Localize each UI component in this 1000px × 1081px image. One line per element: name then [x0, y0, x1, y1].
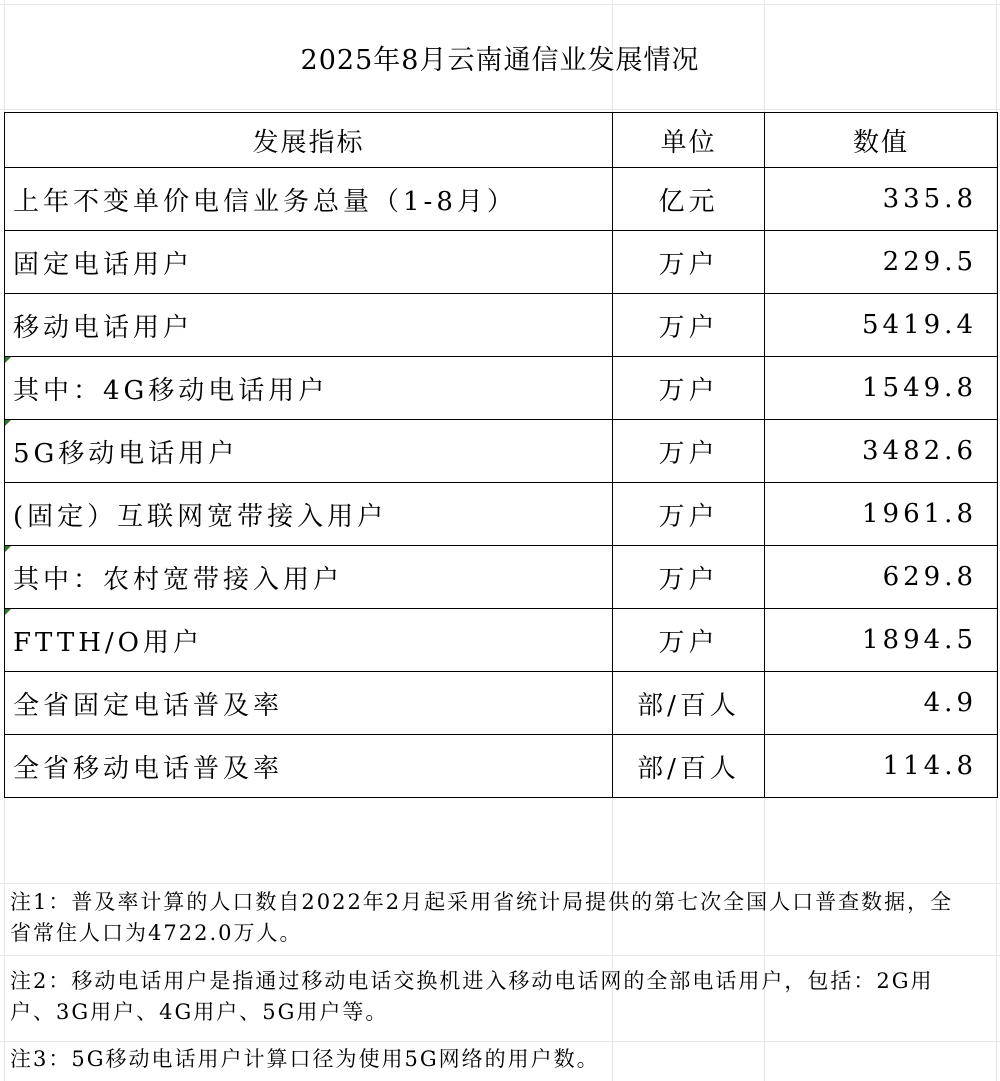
- value-cell[interactable]: 629.8: [765, 546, 998, 609]
- unit-cell[interactable]: 万户: [613, 231, 765, 294]
- header-indicator[interactable]: 发展指标: [5, 113, 613, 168]
- unit-cell[interactable]: 万户: [613, 420, 765, 483]
- value-cell[interactable]: 1894.5: [765, 609, 998, 672]
- note-2[interactable]: 注2：移动电话用户是指通过移动电话交换机进入移动电话网的全部电话用户，包括：2G用户、3G用户、4G用户、5G用户等。: [10, 969, 934, 1024]
- value-cell[interactable]: 4.9: [765, 672, 998, 735]
- value-cell[interactable]: 229.5: [765, 231, 998, 294]
- page-title: 2025年8月云南通信业发展情况: [300, 45, 700, 76]
- gridline: [0, 883, 1000, 884]
- table-row: [5, 168, 998, 231]
- table-row: [5, 483, 998, 546]
- note-1[interactable]: 注1：普及率计算的人口数自2022年2月起采用省统计局提供的第七次全国人口普查数据，全省常住人口为4722.0万人。: [10, 890, 954, 945]
- indicator-cell[interactable]: 上年不变单价电信业务总量（1-8月）: [5, 168, 613, 231]
- indicator-cell[interactable]: [5, 420, 613, 483]
- indicator-cell[interactable]: 固定电话用户: [5, 231, 613, 294]
- table-row: [5, 546, 998, 609]
- indicator-cell[interactable]: [5, 609, 613, 672]
- indicator-cell[interactable]: 全省移动电话普及率: [5, 735, 613, 798]
- indicator-cell[interactable]: [5, 357, 613, 420]
- indicator-table: [4, 112, 998, 798]
- table-row: [5, 294, 998, 357]
- table-row: [5, 231, 998, 294]
- unit-cell[interactable]: 部/百人: [613, 672, 765, 735]
- header-value[interactable]: 数值: [765, 113, 998, 168]
- table-row: [5, 609, 998, 672]
- unit-cell[interactable]: 万户: [613, 357, 765, 420]
- table-header-row: [5, 113, 998, 168]
- cell-marker: [5, 357, 11, 363]
- gridline: [0, 109, 1000, 110]
- unit-cell[interactable]: 万户: [613, 609, 765, 672]
- cell-marker: [5, 420, 11, 426]
- cell-marker: [5, 546, 11, 552]
- table-row: [5, 672, 998, 735]
- indicator-label: 其中：4G移动电话用户: [13, 375, 329, 406]
- cell-marker: [5, 609, 11, 615]
- indicator-cell[interactable]: [5, 546, 613, 609]
- gridline: [0, 4, 1000, 5]
- gridline: [0, 955, 1000, 956]
- unit-cell[interactable]: 万户: [613, 294, 765, 357]
- indicator-cell[interactable]: (固定）互联网宽带接入用户: [5, 483, 613, 546]
- header-unit[interactable]: 单位: [613, 113, 765, 168]
- indicator-label: 5G移动电话用户: [13, 438, 239, 469]
- indicator-label: FTTH/O用户: [13, 627, 203, 658]
- value-cell[interactable]: 3482.6: [765, 420, 998, 483]
- unit-cell[interactable]: 万户: [613, 546, 765, 609]
- unit-cell[interactable]: 亿元: [613, 168, 765, 231]
- indicator-cell[interactable]: 全省固定电话普及率: [5, 672, 613, 735]
- note-3[interactable]: 注3：5G移动电话用户计算口径为使用5G网络的用户数。: [10, 1047, 600, 1071]
- table-row: [5, 735, 998, 798]
- value-cell[interactable]: 1549.8: [765, 357, 998, 420]
- table-row: [5, 357, 998, 420]
- value-cell[interactable]: 1961.8: [765, 483, 998, 546]
- unit-cell[interactable]: 部/百人: [613, 735, 765, 798]
- gridline: [0, 1041, 1000, 1042]
- value-cell[interactable]: 335.8: [765, 168, 998, 231]
- value-cell[interactable]: 5419.4: [765, 294, 998, 357]
- value-cell[interactable]: 114.8: [765, 735, 998, 798]
- unit-cell[interactable]: 万户: [613, 483, 765, 546]
- indicator-label: 其中：农村宽带接入用户: [13, 564, 344, 595]
- indicator-cell[interactable]: 移动电话用户: [5, 294, 613, 357]
- table-row: [5, 420, 998, 483]
